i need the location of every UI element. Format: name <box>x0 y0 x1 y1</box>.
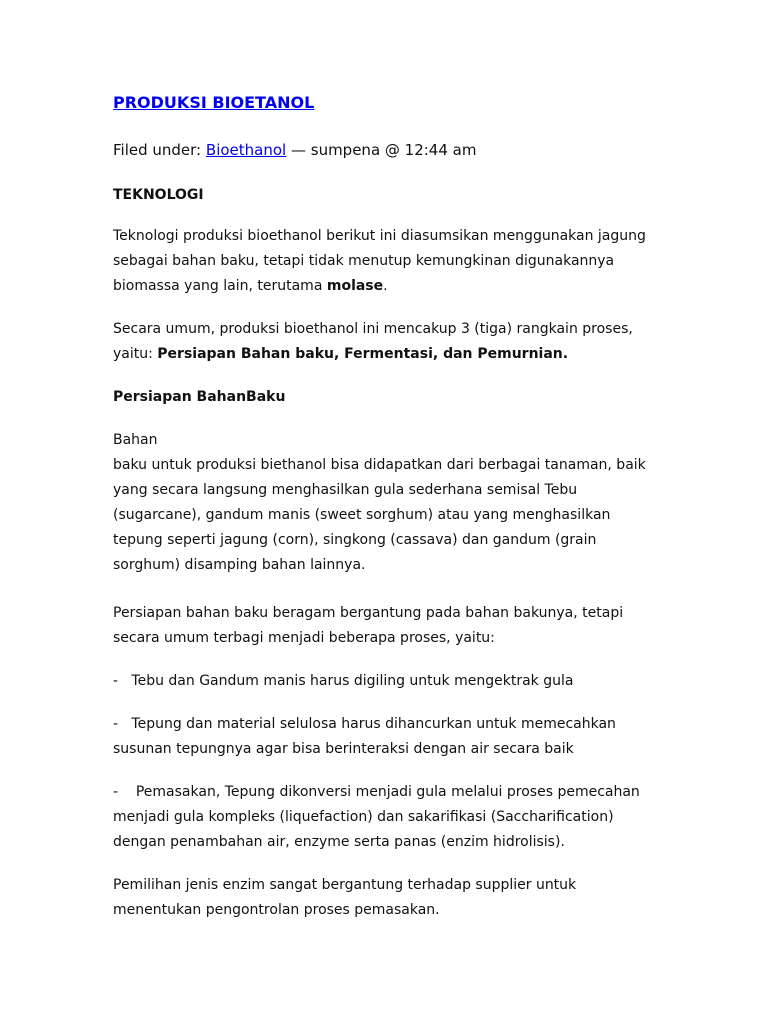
text-span: . <box>383 278 388 294</box>
text-line: Secara umum, produksi bioethanol ini mencakup 3 (tiga) rangkain proses, <box>113 321 633 337</box>
paragraph-enzim <box>113 873 658 923</box>
text-line: menentukan pengontrolan proses pemasakan. <box>113 902 440 918</box>
list-item-tepung <box>113 712 658 762</box>
text-line: (sugarcane), gandum manis (sweet sorghum) atau yang menghasilkan <box>113 507 611 523</box>
text-line: tepung seperti jagung (corn), singkong (cassava) dan gandum (grain <box>113 532 597 548</box>
text-line: secara umum terbagi menjadi beberapa proses, yaitu: <box>113 630 495 646</box>
text-line: sebagai bahan baku, tetapi tidak menutup kemungkinan digunakannya <box>113 253 615 269</box>
list-item-pemasakan <box>113 780 658 855</box>
text-span: yaitu: <box>113 346 153 362</box>
author-timestamp: — sumpena @ 12:44 am <box>290 141 477 159</box>
text-line: baku untuk produksi biethanol bisa didapatkan dari berbagai tanaman, baik <box>113 457 646 473</box>
filed-under-label: Filed under: <box>113 141 202 159</box>
text-line: dengan penambahan air, enzyme serta panas (enzim hidrolisis). <box>113 834 565 850</box>
text-line: susunan tepungnya agar bisa berinteraksi dengan air secara baik <box>113 741 574 757</box>
category-link[interactable]: Bioethanol <box>205 141 287 159</box>
paragraph-intro <box>113 224 658 299</box>
text-line: Teknologi produksi bioethanol berikut ini diasumsikan menggunakan jagung <box>113 228 646 244</box>
text-line: Persiapan bahan baku beragam bergantung pada bahan bakunya, tetapi <box>113 605 624 621</box>
text-line: sorghum) disamping bahan lainnya. <box>113 557 366 573</box>
paragraph-persiapan <box>113 601 658 651</box>
text-line <box>113 342 658 367</box>
heading-persiapan: Persiapan BahanBaku <box>113 389 286 405</box>
text-line: yang secara langsung menghasilkan gula sederhana semisal Tebu <box>113 482 578 498</box>
list-item-tebu <box>113 669 658 694</box>
heading-teknologi: TEKNOLOGI <box>113 187 204 203</box>
text-span: biomassa yang lain, terutama <box>113 278 323 294</box>
text-line: - Tebu dan Gandum manis harus digiling untuk mengektrak gula <box>113 673 574 689</box>
text-line: - Pemasakan, Tepung dikonversi menjadi gula melalui proses pemecahan <box>113 784 640 800</box>
text-line: menjadi gula kompleks (liquefaction) dan sakarifikasi (Saccharification) <box>113 809 614 825</box>
bold-process-list: Persiapan Bahan baku, Fermentasi, dan Pemurnian. <box>157 346 569 362</box>
paragraph-bahan-baku <box>113 428 658 578</box>
post-meta <box>113 139 476 161</box>
text-line: Bahan <box>113 432 158 448</box>
text-line <box>113 274 658 299</box>
post-title-link[interactable]: PRODUKSI BIOETANOL <box>113 93 315 112</box>
text-line: - Tepung dan material selulosa harus dihancurkan untuk memecahkan <box>113 716 616 732</box>
text-line: Pemilihan jenis enzim sangat bergantung terhadap supplier untuk <box>113 877 577 893</box>
bold-term: molase <box>326 278 384 294</box>
paragraph-overview <box>113 317 658 367</box>
